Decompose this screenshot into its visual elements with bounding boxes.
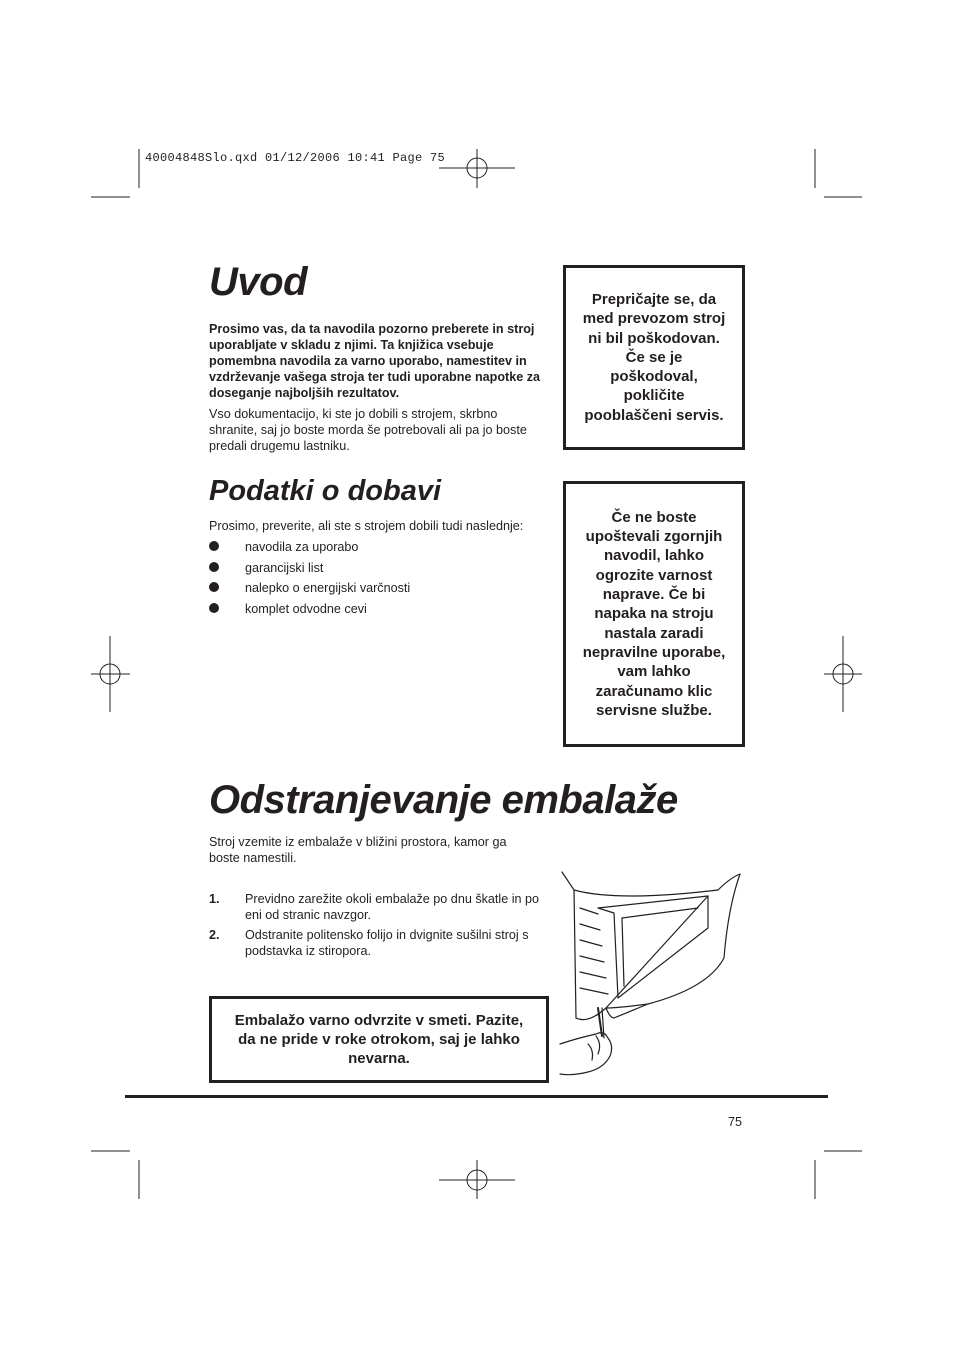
transport-warning-text: Prepričajte se, da med prevozom stroj ni bil poškodovan. Če se je poškodoval, pokličite pooblaščeni servis.: [582, 290, 726, 424]
delivery-list: [209, 539, 539, 621]
service-warning-box: [563, 481, 745, 747]
intro-bold-paragraph: Prosimo vas, da ta navodila pozorno preberete in stroj uporabljate v skladu z njimi. Ta knjižica vsebuje pomembna navodila za varno uporabo, namestitev in vzdrževanje vašega stroja ter tudi uporabne napotke za doseganje najboljših rezultatov.: [209, 322, 541, 400]
list-item: 1. Previdno zarežite okoli embalaže po dnu škatle in po eni od stranic navzgor.: [209, 892, 540, 922]
unpacking-intro: Stroj vzemite iz embalaže v bližini prostora, kamor ga boste namestili.: [209, 835, 507, 865]
bullet-icon: [209, 562, 219, 572]
unpacking-title: Odstranjevanje embalaže: [209, 778, 678, 822]
list-item: garancijski list: [209, 560, 539, 581]
delivery-intro: Prosimo, preverite, ali ste s strojem dobili tudi naslednje:: [209, 519, 524, 533]
packaging-warning-text: Embalažo varno odvrzite v smeti. Pazite, da ne pride v roke otrokom, saj je lahko nevarna.: [234, 1011, 524, 1068]
list-item: nalepko o energijski varčnosti: [209, 580, 539, 601]
bullet-icon: [209, 603, 219, 613]
footer-rule: [125, 1095, 828, 1098]
list-item: navodila za uporabo: [209, 539, 539, 560]
list-item: komplet odvodne cevi: [209, 601, 539, 622]
delivery-title: Podatki o dobavi: [209, 475, 442, 507]
print-slug: 40004848Slo.qxd 01/12/2006 10:41 Page 75: [145, 151, 446, 165]
unpacking-steps: [209, 891, 554, 963]
intro-title: Uvod: [209, 260, 307, 304]
packaging-warning-box: [209, 996, 549, 1083]
unpacking-illustration: [558, 868, 748, 1083]
page-number: 75: [728, 1115, 743, 1129]
transport-warning-box: [563, 265, 745, 450]
service-warning-text: Če ne boste upoštevali zgornjih navodil, lahko ogrozite varnost naprave. Če bi napaka na stroju nastala zaradi nepravilne uporabe, vam lahko zaračunamo klic servisne službe.: [582, 508, 726, 719]
bullet-icon: [209, 582, 219, 592]
bullet-icon: [209, 541, 219, 551]
intro-paragraph: Vso dokumentacijo, ki ste jo dobili s strojem, skrbno shranite, saj jo boste morda še potrebovali ali pa jo boste predali drugemu lastniku.: [209, 407, 527, 453]
list-item: 2. Odstranite politensko folijo in dvignite sušilni stroj s podstavka iz stiropora.: [209, 928, 529, 958]
